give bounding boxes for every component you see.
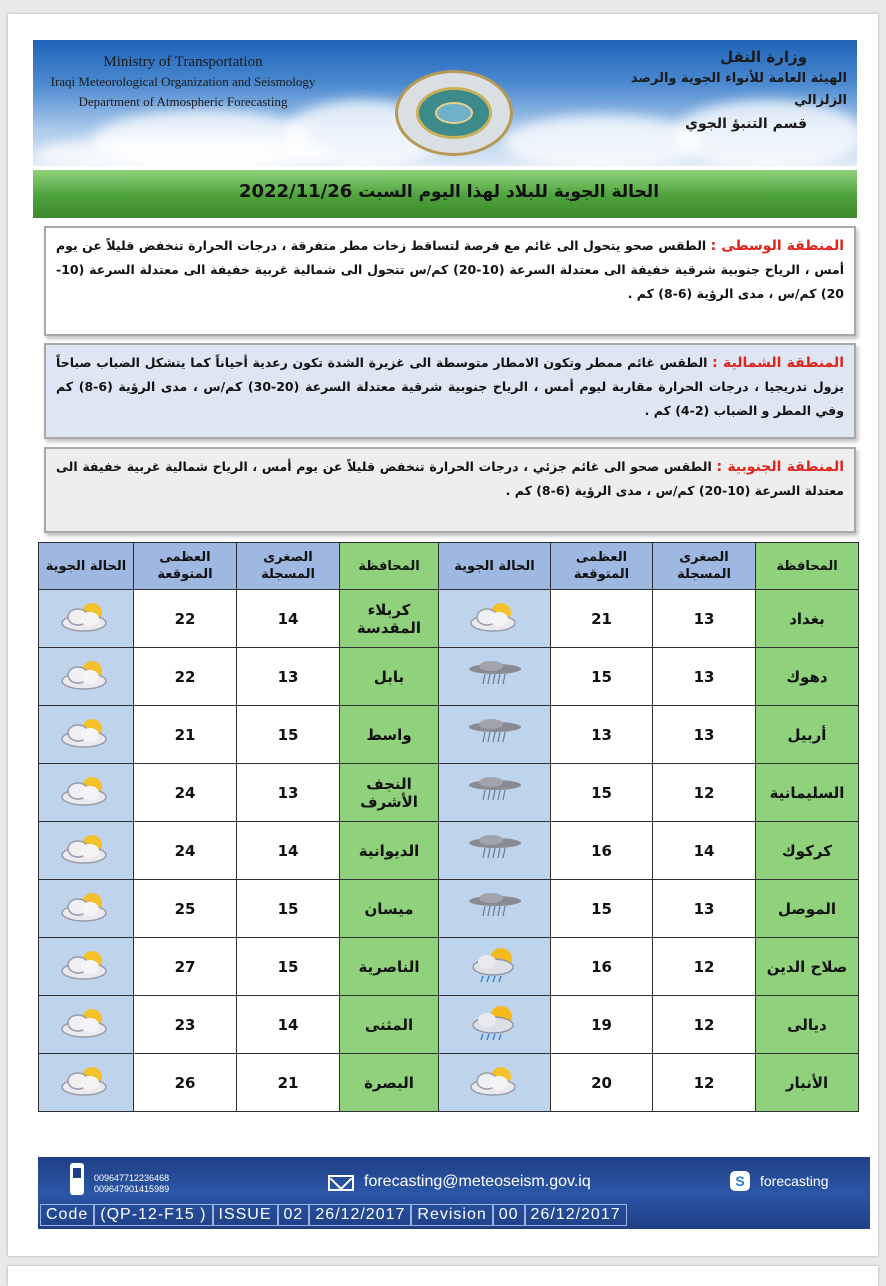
phone-numbers	[94, 1173, 169, 1195]
min-temp: 21	[237, 1054, 340, 1112]
city-name: واسط	[340, 706, 439, 764]
city-name: أربيل	[756, 706, 859, 764]
issue-label: ISSUE	[213, 1204, 278, 1226]
next-page-edge	[8, 1266, 878, 1286]
region-north-name: المنطقة الشمالية :	[712, 355, 844, 371]
max-temp: 25	[134, 880, 237, 938]
rain-cloud-icon	[465, 773, 525, 813]
city-name: صلاح الدين	[756, 938, 859, 996]
city-name: كركوك	[756, 822, 859, 880]
department-name-ar: قسم التنبؤ الجوي	[685, 116, 807, 132]
region-north	[44, 343, 856, 439]
weather-condition	[439, 1054, 551, 1112]
min-temp: 13	[653, 590, 756, 648]
region-south-text: الطقس صحو الى غائم جزئي ، درجات الحرارة تنخفض قليلاً عن يوم أمس ، الرياح شمالية غربية خفيفة الى معتدلة السرعة (10-20) كم/س ، مدى الرؤية (6-8) كم .	[56, 459, 844, 498]
max-temp: 21	[551, 590, 653, 648]
city-name: بابل	[340, 648, 439, 706]
city-name: الأنبار	[756, 1054, 859, 1112]
city-name: الديوانية	[340, 822, 439, 880]
weather-condition	[39, 996, 134, 1054]
city-name: البصرة	[340, 1054, 439, 1112]
revision-date: 26/12/2017	[525, 1204, 627, 1226]
table-header-row	[39, 543, 859, 590]
department-name-en: Department of Atmospheric Forecasting	[78, 94, 288, 109]
email-address: forecasting@meteoseism.gov.iq	[364, 1173, 591, 1190]
organization-name-ar: الهيئة العامة للأنواء الجوية والرصد الزلزالي	[630, 71, 847, 108]
revision-label: Revision	[411, 1204, 492, 1226]
max-temp: 23	[134, 996, 237, 1054]
region-central-text: الطقس صحو يتحول الى غائم مع فرصة لتساقط زخات مطر متفرقة ، درجات الحرارة تنخفض قليلاً عن يوم أمس ، الرياح جنوبية شرقية خفيفة الى معتدلة السرعة (10-20) كم/س تتحول الى شمالية غربية خفيفة الى معتدلة السرعة (10-20) كم/س ، مدى الرؤية (6-8) كم .	[56, 238, 845, 301]
rain-cloud-icon	[465, 715, 525, 755]
sun-cloud-rain-icon	[465, 945, 525, 989]
city-name: بغداد	[756, 590, 859, 648]
phone-number: 009647901415989	[94, 1184, 170, 1194]
table-row	[39, 822, 859, 880]
table-row	[39, 880, 859, 938]
title-text: الحالة الجوية للبلاد لهذا اليوم السبت	[358, 182, 660, 202]
max-temp: 20	[551, 1054, 653, 1112]
max-temp: 16	[551, 822, 653, 880]
region-central-name: المنطقة الوسطى :	[710, 238, 844, 254]
max-temp: 22	[134, 648, 237, 706]
min-temp: 13	[653, 880, 756, 938]
rain-cloud-icon	[465, 831, 525, 871]
city-name: النجف الأشرف	[340, 764, 439, 822]
issue-date: 26/12/2017	[309, 1204, 411, 1226]
city-name: الناصرية	[340, 938, 439, 996]
header-english	[33, 52, 333, 112]
partly-cloudy-icon	[56, 1005, 116, 1045]
min-temp: 15	[237, 938, 340, 996]
min-temp: 15	[237, 880, 340, 938]
weather-condition	[439, 996, 551, 1054]
city-name: المثنى	[340, 996, 439, 1054]
min-temp: 12	[653, 996, 756, 1054]
city-name: السليمانية	[756, 764, 859, 822]
header-condition: الحالة الجوية	[439, 543, 551, 590]
weather-condition	[439, 880, 551, 938]
header-max: العظمى المتوقعة	[551, 543, 653, 590]
weather-condition	[39, 822, 134, 880]
min-temp: 12	[653, 1054, 756, 1112]
city-name: ديالى	[756, 996, 859, 1054]
table-row	[39, 764, 859, 822]
city-name: الموصل	[756, 880, 859, 938]
table-row	[39, 706, 859, 764]
weather-condition	[439, 938, 551, 996]
partly-cloudy-icon	[56, 831, 116, 871]
min-temp: 12	[653, 764, 756, 822]
max-temp: 16	[551, 938, 653, 996]
header-city: المحافظة	[340, 543, 439, 590]
header-city: المحافظة	[756, 543, 859, 590]
title-date: 2022/11/26	[238, 181, 353, 202]
ministry-name-ar: وزارة النقل	[720, 48, 807, 66]
min-temp: 14	[237, 590, 340, 648]
partly-cloudy-icon	[56, 657, 116, 697]
table-row	[39, 648, 859, 706]
max-temp: 24	[134, 822, 237, 880]
city-name: ميسان	[340, 880, 439, 938]
weather-condition	[39, 590, 134, 648]
max-temp: 21	[134, 706, 237, 764]
max-temp: 15	[551, 648, 653, 706]
region-south-name: المنطقة الجنوبية :	[716, 459, 845, 475]
weather-condition	[39, 706, 134, 764]
city-name: دهوك	[756, 648, 859, 706]
footer-bar	[38, 1157, 870, 1229]
organization-name-en: Iraqi Meteorological Organization and Seismology	[50, 74, 316, 89]
partly-cloudy-icon	[56, 715, 116, 755]
weather-condition	[439, 706, 551, 764]
city-name: كربلاء المقدسة	[340, 590, 439, 648]
max-temp: 15	[551, 764, 653, 822]
max-temp: 19	[551, 996, 653, 1054]
weather-condition	[39, 648, 134, 706]
weather-condition	[439, 764, 551, 822]
skype-icon: S	[730, 1171, 750, 1191]
weather-condition	[439, 648, 551, 706]
rain-cloud-icon	[465, 889, 525, 929]
header-min: الصغرى المسجلة	[237, 543, 340, 590]
issue-number: 02	[278, 1204, 310, 1226]
header-banner	[33, 40, 857, 166]
revision-number: 00	[493, 1204, 525, 1226]
min-temp: 13	[653, 648, 756, 706]
weather-condition	[39, 938, 134, 996]
phone-number: 009647712236468	[94, 1173, 170, 1183]
header-max: العظمى المتوقعة	[134, 543, 237, 590]
header-arabic	[587, 46, 847, 136]
min-temp: 15	[237, 706, 340, 764]
weather-condition	[39, 1054, 134, 1112]
max-temp: 24	[134, 764, 237, 822]
partly-cloudy-icon	[465, 1063, 525, 1103]
weather-table	[38, 542, 859, 1112]
sun-cloud-rain-icon	[465, 1003, 525, 1047]
code-value: (QP-12-F15 )	[94, 1204, 212, 1226]
min-temp: 12	[653, 938, 756, 996]
region-north-text: الطقس غائم ممطر وتكون الامطار متوسطة الى غزيرة الشدة تكون رعدية أحياناً كما يتشكل الضباب صباحاً يزول تدريجيا ، درجات الحرارة مقاربة ليوم أمس ، الرياح جنوبية شرقية معتدلة السرعة (20-30) كم/س ، مدى الرؤية (6-8) كم وفي المطر و الضباب (2-4) كم .	[56, 355, 844, 418]
region-south	[44, 447, 856, 533]
min-temp: 14	[237, 996, 340, 1054]
min-temp: 14	[653, 822, 756, 880]
document-code-bar	[40, 1204, 868, 1226]
header-condition: الحالة الجوية	[39, 543, 134, 590]
max-temp: 26	[134, 1054, 237, 1112]
partly-cloudy-icon	[56, 889, 116, 929]
min-temp: 14	[237, 822, 340, 880]
region-central	[44, 226, 856, 336]
table-row	[39, 996, 859, 1054]
min-temp: 13	[237, 648, 340, 706]
partly-cloudy-icon	[56, 599, 116, 639]
max-temp: 15	[551, 880, 653, 938]
table-row	[39, 938, 859, 996]
weather-condition	[439, 590, 551, 648]
partly-cloudy-icon	[56, 947, 116, 987]
mail-icon	[328, 1175, 354, 1191]
max-temp: 27	[134, 938, 237, 996]
code-label: Code	[40, 1204, 94, 1226]
skype-handle: forecasting	[760, 1173, 829, 1189]
header-min: الصغرى المسجلة	[653, 543, 756, 590]
max-temp: 13	[551, 706, 653, 764]
organization-logo	[395, 70, 513, 156]
title-bar	[33, 170, 857, 218]
weather-condition	[39, 880, 134, 938]
ministry-name-en: Ministry of Transportation	[103, 54, 263, 70]
min-temp: 13	[237, 764, 340, 822]
rain-cloud-icon	[465, 657, 525, 697]
partly-cloudy-icon	[465, 599, 525, 639]
max-temp: 22	[134, 590, 237, 648]
partly-cloudy-icon	[56, 1063, 116, 1103]
table-row	[39, 1054, 859, 1112]
partly-cloudy-icon	[56, 773, 116, 813]
min-temp: 13	[653, 706, 756, 764]
table-row	[39, 590, 859, 648]
phone-icon	[70, 1163, 84, 1195]
page-title	[33, 170, 857, 218]
weather-condition	[439, 822, 551, 880]
weather-condition	[39, 764, 134, 822]
